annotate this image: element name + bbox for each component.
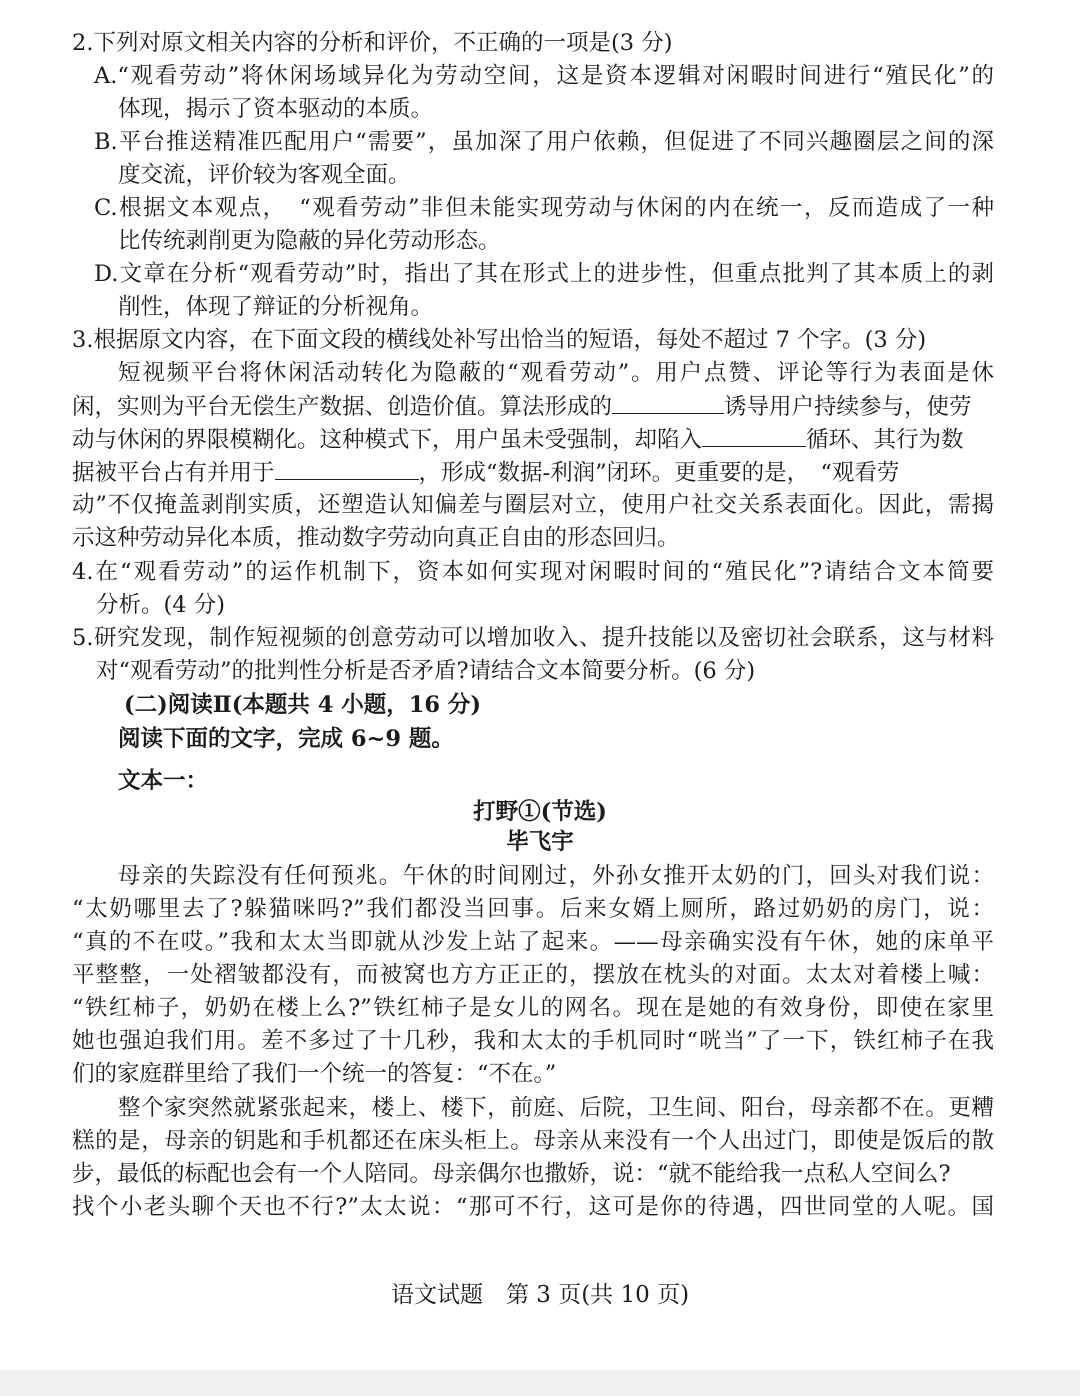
story-title: 打野①(节选) (473, 799, 607, 825)
story-p1-line7: 们的家庭群里给了我们一个统一的答复：“不在。” (72, 1061, 557, 1087)
q2-option-b-line1: B.平台推送精准匹配用户“需要”，虽加深了用户依赖，但促进了不同兴趣圈层之间的深 (94, 129, 994, 155)
q4-line2: 分析。(4 分) (96, 592, 226, 618)
q2-option-d-line1: D.文章在分析“观看劳动”时，指出了其在形式上的进步性，但重点批判了其本质上的剥 (94, 261, 994, 287)
text-one-label: 文本一： (118, 768, 209, 794)
bottom-strip (0, 1370, 1080, 1396)
q5-line2: 对“观看劳动”的批判性分析是否矛盾?请结合文本简要分析。(6 分) (96, 658, 756, 684)
q3-passage-line2: 闲，实则为平台无偿生产数据、创造价值。算法形成的 诱导用户持续参与，使劳 (0, 391, 1080, 422)
q3-passage-line5: 动”不仅掩盖剥削实质，还塑造认知偏差与圈层对立，使用户社交关系表面化。因此，需揭 (72, 492, 994, 518)
story-p2-line2: 糕的是，母亲的钥匙和手机都还在床头柜上。母亲从来没有一个人出过门，即使是饭后的散 (72, 1128, 994, 1154)
story-author: 毕飞宇 (506, 829, 574, 855)
q2-option-d-line2: 削性，体现了辩证的分析视角。 (118, 294, 434, 320)
q2-option-a-line2: 体现，揭示了资本驱动的本质。 (118, 96, 434, 122)
section2-instruction: 阅读下面的文字，完成 6~9 题。 (118, 726, 454, 752)
q3-stem: 3.根据原文内容，在下面文段的横线处补写出恰当的短语，每处不超过 7 个字。(3 分) (72, 327, 927, 353)
story-p1-line1: 母亲的失踪没有任何预兆。午休的时间刚过，外孙女推开太奶的门，回头对我们说： (118, 863, 994, 889)
story-p2-line3-mid: 母亲偶尔也撒娇 (432, 1161, 590, 1187)
q3-blank-3[interactable] (275, 457, 419, 480)
q2-option-c-line2: 比传统剥削更为隐蔽的异化劳动形态。 (118, 228, 501, 254)
q2-stem: 2.下列对原文相关内容的分析和评价，不正确的一项是(3 分) (72, 30, 673, 56)
story-p1-line6: 她也强迫我们用。差不多过了十几秒，我和太太的手机同时“咣当”了一下，铁红柿子在我 (72, 1028, 994, 1054)
q3-passage-line4: 据被平台占有并用于 ，形成“数据-利润”闭环。更重要的是， “观看劳 (0, 457, 1080, 488)
q3-passage-line6: 示这种劳动异化本质，推动数字劳动向真正自由的形态回归。 (72, 525, 680, 551)
story-p2-line3: 步，最低的标配也会有一个人陪同。母亲偶尔也撒娇，说：“就不能给我一点私人空间么? (72, 1161, 951, 1187)
q3-passage-line3: 动与休闲的界限模糊化。这种模式下，用户虽未受强制，却陷入 循环、其行为数 (0, 424, 1080, 455)
q3-passage-line1: 短视频平台将休闲活动转化为隐蔽的“观看劳动”。用户点赞、评论等行为表面是休 (118, 360, 994, 386)
q2-option-a-line1: A.“观看劳动”将休闲场域异化为劳动空间，这是资本逻辑对闲暇时间进行“殖民化”的 (94, 63, 994, 89)
story-p1-line2: “太奶哪里去了?躲猫咪吗?”我们都没当回事。后来女婿上厕所，路过奶奶的房门，说： (72, 896, 994, 922)
story-p2-line4: 找个小老头聊个天也不行?”太太说：“那可不行，这可是你的待遇，四世同堂的人呢。国 (72, 1194, 994, 1220)
story-p1-line3: “真的不在哎。”我和太太当即就从沙发上站了起来。——母亲确实没有午休，她的床单平 (72, 929, 994, 955)
q2-option-c-line1: C.根据文本观点， “观看劳动”非但未能实现劳动与休闲的内在统一，反而造成了一种 (94, 195, 994, 221)
q3-blank-2[interactable] (702, 424, 806, 447)
story-p1-line5: “铁红柿子，奶奶在楼上么?”铁红柿子是女儿的网名。现在是她的有效身份，即使在家里 (72, 995, 994, 1021)
q3-blank-1[interactable] (612, 391, 724, 414)
section2-heading: (二)阅读Ⅱ(本题共 4 小题，16 分) (124, 692, 482, 718)
story-p2-line1: 整个家突然就紧张起来，楼上、楼下，前庭、后院，卫生间、阳台，母亲都不在。更糟 (118, 1095, 994, 1121)
q2-option-b-line2: 度交流，评价较为客观全面。 (118, 162, 411, 188)
q4-line1: 4.在“观看劳动”的运作机制下，资本如何实现对闲暇时间的“殖民化”?请结合文本简要 (72, 559, 994, 585)
page-footer: 语文试题 第 3 页(共 10 页) (390, 1282, 690, 1308)
q5-line1: 5.研究发现，制作短视频的创意劳动可以增加收入、提升技能以及密切社会联系，这与材料 (72, 625, 994, 651)
story-p1-line4: 平整整，一处褶皱都没有，而被窝也方方正正的，摆放在枕头的对面。太太对着楼上喊： (72, 962, 994, 988)
